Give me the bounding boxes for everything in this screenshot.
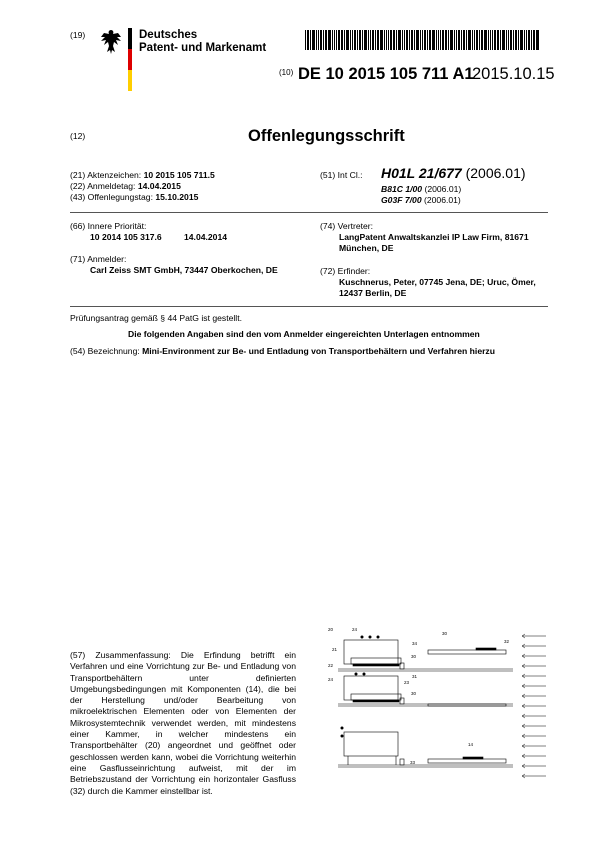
ipc-main-row	[381, 165, 526, 181]
barcode-bar	[454, 30, 455, 50]
priority-date: 14.04.2014	[184, 232, 228, 242]
barcode-bar	[372, 30, 374, 50]
barcode-bar	[494, 30, 496, 50]
barcode-bar	[481, 30, 483, 50]
barcode-bar	[386, 30, 387, 50]
barcode-bar	[336, 30, 337, 50]
pub-date-biblio: 15.10.2015	[155, 192, 199, 202]
barcode-bar	[502, 30, 505, 50]
barcode-bar	[518, 30, 519, 50]
barcode-bar	[510, 30, 512, 50]
barcode-bar	[305, 30, 306, 50]
priority-no: 10 2014 105 317.6	[90, 232, 162, 242]
pub-label: (43) Offenlegungstag:	[70, 192, 153, 202]
ipc-2-version: (2006.01)	[424, 184, 462, 194]
barcode-bar	[350, 30, 351, 50]
inventor-line1: Kuschnerus, Peter, 07745 Jena, DE; Uruc, Ömer,	[339, 277, 536, 287]
barcode-bar	[316, 30, 317, 50]
barcode-bar	[402, 30, 403, 50]
barcode-bar	[320, 30, 322, 50]
document-type: Offenlegungsschrift	[248, 127, 405, 145]
barcode-bar	[448, 30, 449, 50]
eagle-icon	[98, 28, 124, 56]
ref-32: 32	[504, 639, 510, 644]
barcode-bar	[396, 30, 397, 50]
barcode-bar	[450, 30, 453, 50]
barcode-bar	[520, 30, 523, 50]
barcode-bar	[359, 30, 361, 50]
barcode-bar	[438, 30, 439, 50]
filing-row	[70, 181, 181, 192]
ref-34: 34	[412, 641, 418, 646]
barcode-bar	[424, 30, 426, 50]
barcode-bar	[346, 30, 349, 50]
barcode-bar	[497, 30, 499, 50]
barcode-bar	[508, 30, 509, 50]
barcode-bar	[461, 30, 462, 50]
office-name-line2: Patent- und Markenamt	[139, 42, 267, 54]
barcode-bar	[429, 30, 431, 50]
gas-flow-arrows	[522, 634, 546, 778]
barcode-bar	[456, 30, 457, 50]
ipc-3-version: (2006.01)	[424, 195, 461, 205]
abstract-text: Die Erfindung betrifft ein Verfahren und eine Vorrichtung zur Be- und Entladung von Transportbehältern unter definierten Umgebungsbedingungen mit Komponenten (14), die bei der Herstellung und/oder Bearbeitung von mikroelektrischen Elementen oder von Elementen der Mikrosystemtechnik verwendet werden, mit mindestens einer Kammer, in welcher mindestens ein Transportbehälter (20) angeordnet und geöffnet oder geschlossen werden kann, wobei die Vorrichtung weiterhin eine Gasflusseinrichtung aufweist, mit der im Betriebszustand der Vorrichtung ein horizontaler Gasfluss (32) durch die Kammer einstellbar ist.	[70, 650, 296, 796]
barcode-bar	[466, 30, 467, 50]
barcode-bar	[362, 30, 363, 50]
barcode-bar	[442, 30, 444, 50]
pub-row	[70, 192, 198, 203]
barcode-bar	[420, 30, 421, 50]
barcode-bar	[409, 30, 410, 50]
barcode-bar	[479, 30, 480, 50]
ipc-3: G03F 7/00	[381, 195, 422, 205]
barcode-bar	[364, 30, 367, 50]
divider-2	[70, 306, 548, 307]
inid-10: (10)	[279, 68, 294, 77]
barcode-bar	[472, 30, 473, 50]
ipc-2-row	[381, 184, 461, 195]
barcode-bar	[307, 30, 309, 50]
applicant-info: Die folgenden Angaben sind den vom Anmelder eingereichten Unterlagen entnommen	[128, 329, 480, 339]
barcode-bar	[468, 30, 471, 50]
ipc-3-row	[381, 195, 461, 206]
ref-30c: 30	[411, 691, 417, 696]
barcode-bar	[422, 30, 423, 50]
barcode-bar	[531, 30, 532, 50]
barcode-bar	[463, 30, 465, 50]
ref-31: 31	[412, 674, 418, 679]
flag-stripe-gold	[128, 70, 132, 91]
barcode-bar	[332, 30, 333, 50]
inventor-label: (72) Erfinder:	[320, 266, 371, 276]
barcode-bar	[357, 30, 358, 50]
flag-stripe-black	[128, 28, 132, 49]
ref-30b: 30	[411, 654, 417, 659]
barcode-bar	[536, 30, 539, 50]
barcode-bar	[411, 30, 413, 50]
inid-12: (12)	[70, 131, 86, 141]
barcode-bar	[338, 30, 340, 50]
ipc-main-version: (2006.01)	[465, 165, 526, 181]
barcode-bar	[440, 30, 441, 50]
barcode	[305, 30, 551, 50]
barcode-bar	[354, 30, 356, 50]
ref-22: 22	[328, 663, 334, 668]
barcode-bar	[377, 30, 379, 50]
barcode-bar	[427, 30, 428, 50]
barcode-bar	[506, 30, 507, 50]
barcode-bar	[393, 30, 395, 50]
publication-number: DE 10 2015 105 711 A1	[298, 65, 474, 83]
barcode-bar	[325, 30, 327, 50]
ref-20: 20	[328, 627, 334, 632]
barcode-bar	[436, 30, 437, 50]
publication-date: 2015.10.15	[472, 65, 555, 83]
barcode-bar	[328, 30, 331, 50]
barcode-bar	[416, 30, 419, 50]
flag-stripe-red	[128, 49, 132, 70]
abstract	[70, 650, 296, 797]
filing-label: (22) Anmeldetag:	[70, 181, 136, 191]
barcode-bar	[533, 30, 535, 50]
barcode-bar	[445, 30, 447, 50]
inid-19: (19)	[70, 30, 86, 40]
barcode-bar	[352, 30, 353, 50]
barcode-bar	[476, 30, 478, 50]
app-no-label: (21) Aktenzeichen:	[70, 170, 142, 180]
barcode-bar	[384, 30, 385, 50]
barcode-bar	[490, 30, 491, 50]
ref-24b: 24	[328, 677, 334, 682]
app-no-row	[70, 170, 215, 181]
ref-33: 33	[410, 760, 416, 765]
barcode-bar	[370, 30, 371, 50]
barcode-bar	[312, 30, 315, 50]
filing-date: 14.04.2015	[137, 181, 181, 191]
barcode-bar	[375, 30, 376, 50]
barcode-bar	[526, 30, 527, 50]
exam-request: Prüfungsantrag gemäß § 44 PatG ist gestellt.	[70, 313, 242, 323]
barcode-bar	[500, 30, 501, 50]
app-no: 10 2015 105 711.5	[143, 170, 215, 180]
representative-line2: München, DE	[339, 243, 394, 253]
ref-24a: 24	[352, 627, 358, 632]
barcode-bar	[380, 30, 383, 50]
barcode-bar	[515, 30, 517, 50]
invention-title: Mini-Environment zur Be- und Entladung von Transportbehältern und Verfahren hierzu	[142, 346, 495, 356]
barcode-bar	[513, 30, 514, 50]
barcode-bar	[398, 30, 401, 50]
representative-line1: LangPatent Anwaltskanzlei IP Law Firm, 81671	[339, 232, 529, 242]
barcode-bar	[406, 30, 408, 50]
barcode-bar	[334, 30, 335, 50]
barcode-bar	[432, 30, 435, 50]
barcode-bar	[323, 30, 324, 50]
figure-dots	[341, 636, 380, 738]
title-label: (54) Bezeichnung:	[70, 346, 140, 356]
barcode-bar	[458, 30, 460, 50]
priority-label: (66) Innere Priorität:	[70, 221, 147, 231]
barcode-bar	[528, 30, 530, 50]
barcode-bar	[388, 30, 389, 50]
applicant: Carl Zeiss SMT GmbH, 73447 Oberkochen, DE	[90, 265, 278, 275]
int-cl-label: (51) Int Cl.:	[320, 170, 363, 180]
barcode-bar	[390, 30, 392, 50]
barcode-bar	[404, 30, 405, 50]
inventor-line2: 12437 Berlin, DE	[339, 288, 407, 298]
barcode-bar	[344, 30, 345, 50]
ref-14: 14	[468, 742, 474, 747]
ipc-main: H01L 21/677	[381, 165, 462, 181]
barcode-bar	[474, 30, 475, 50]
ref-30a: 30	[442, 631, 448, 636]
barcode-bar	[484, 30, 487, 50]
ipc-2: B81C 1/00	[381, 184, 423, 194]
representative-label: (74) Vertreter:	[320, 221, 374, 231]
barcode-bar	[492, 30, 493, 50]
barcode-bar	[318, 30, 319, 50]
figure-drawing	[338, 640, 513, 767]
applicant-label: (71) Anmelder:	[70, 254, 127, 264]
patent-figure	[318, 618, 550, 790]
barcode-bar	[524, 30, 525, 50]
barcode-bar	[341, 30, 343, 50]
office-name-line1: Deutsches	[139, 29, 198, 41]
ref-23: 23	[404, 680, 410, 685]
barcode-bar	[310, 30, 311, 50]
title-row	[70, 346, 495, 357]
barcode-bar	[488, 30, 489, 50]
divider-1	[70, 212, 548, 213]
barcode-bar	[414, 30, 415, 50]
abstract-label: (57) Zusammenfassung:	[70, 650, 171, 660]
ref-21: 21	[332, 647, 338, 652]
barcode-bar	[368, 30, 369, 50]
